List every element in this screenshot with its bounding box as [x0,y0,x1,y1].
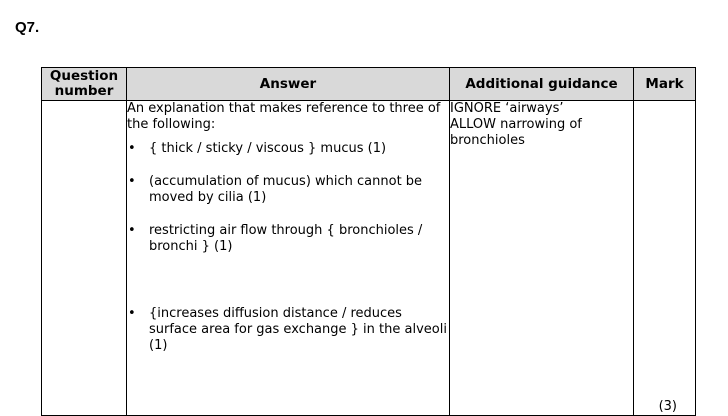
list-item [127,306,449,354]
mark-cell [634,101,696,416]
header-answer: Answer [127,68,450,101]
header-guidance: Additional guidance [450,68,634,101]
answer-points [127,141,449,354]
bullet-icon: • [128,141,136,156]
answer-point-text: { thick / sticky / viscous } mucus (1) [149,141,387,156]
question-label: Q7. [15,19,40,36]
table-row [42,101,696,416]
mark-value: (3) [658,399,677,414]
answer-point-text: {increases diffusion distance / reduces surface area for gas exchange } in the alveoli (1) [149,306,447,353]
answer-intro: An explanation that makes reference to three of the following: [127,101,441,132]
header-mark: Mark [634,68,696,101]
guidance-cell [450,101,634,416]
bullet-icon: • [128,223,136,238]
answer-point-text: (accumulation of mucus) which cannot be moved by cilia (1) [149,174,423,205]
list-item [127,141,449,157]
mark-scheme-table [41,67,696,416]
header-question-number: Question number [42,68,127,101]
list-item [127,223,449,255]
guidance-line: ALLOW narrowing of bronchioles [450,117,582,148]
header-row [42,68,696,101]
answer-point-text: restricting air flow through { bronchioles / bronchi } (1) [149,223,423,254]
question-number-cell [42,101,127,416]
answer-cell [127,101,450,416]
bullet-icon: • [128,174,136,189]
guidance-line: IGNORE ‘airways’ [450,101,564,116]
bullet-icon: • [128,306,136,321]
list-item [127,174,449,206]
